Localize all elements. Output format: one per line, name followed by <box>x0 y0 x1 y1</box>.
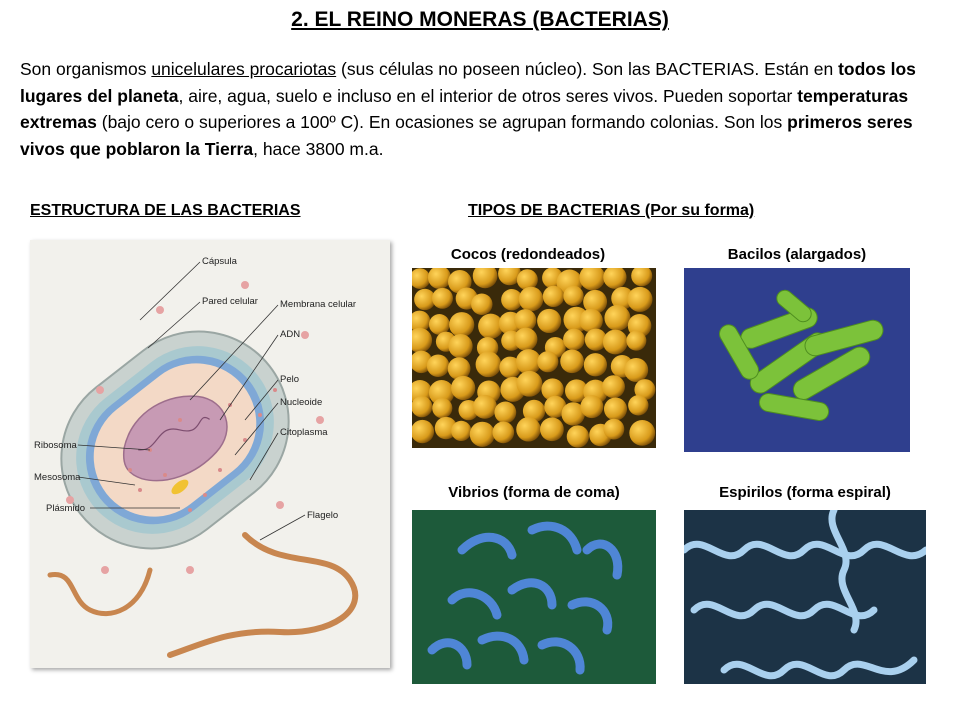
coccus <box>516 417 540 441</box>
coccus <box>563 329 585 351</box>
coccus <box>628 395 648 415</box>
coccus <box>563 286 583 306</box>
coccus <box>412 396 432 417</box>
coccus <box>470 422 495 447</box>
cocos-label: Cocos (redondeados) <box>450 246 606 263</box>
coccus <box>537 309 561 333</box>
intro-bold-3: primeros seres vivos que poblaron la Tierra <box>20 112 913 159</box>
coccus <box>451 421 471 441</box>
intro-text-2: (sus células no poseen núcleo). Son las BACTERIAS. Están en <box>336 59 839 79</box>
label-nucleoide: Nucleoide <box>280 397 323 408</box>
coccus <box>448 334 472 358</box>
intro-underlined-term: unicelulares procariotas <box>151 59 337 79</box>
coccus <box>631 268 652 286</box>
coccus <box>580 395 603 418</box>
coccus <box>516 371 542 397</box>
coccus <box>519 287 544 312</box>
coccus <box>476 352 502 378</box>
coccus <box>473 268 498 288</box>
coccus <box>412 268 430 289</box>
label-pared-celular: Pared celular <box>202 296 258 307</box>
espirilos-svg <box>684 510 926 684</box>
bacteria-structure-diagram <box>30 240 390 668</box>
label-mesosoma: Mesosoma <box>34 472 81 483</box>
types-heading: TIPOS DE BACTERIAS (Por su forma) <box>468 202 755 219</box>
coccus <box>540 417 564 441</box>
coccus <box>492 422 514 444</box>
cocos-svg <box>412 268 656 448</box>
coccus <box>584 353 607 376</box>
intro-paragraph <box>20 56 945 162</box>
label-adn: ADN <box>280 329 301 340</box>
coccus <box>514 328 537 351</box>
label-membrana-celular: Membrana celular <box>280 299 357 310</box>
bacilli-group <box>716 287 885 422</box>
coccus <box>428 268 451 289</box>
spirilla-group <box>684 510 926 676</box>
label-ribosoma: Ribosoma <box>34 440 77 451</box>
vibrios-image <box>412 510 656 684</box>
espirilos-label: Espirilos (forma espiral) <box>719 484 891 501</box>
coccus <box>629 420 655 446</box>
coccus <box>543 286 564 307</box>
bacilos-label: Bacilos (alargados) <box>727 246 867 263</box>
coccus <box>579 309 603 333</box>
label-flagelo: Flagelo <box>307 510 339 521</box>
coccus <box>604 397 627 420</box>
coccus <box>627 287 652 312</box>
flagellum-shape-2 <box>50 570 150 614</box>
coccus <box>473 395 497 419</box>
coccus <box>451 376 475 400</box>
vibrio-group <box>432 526 618 670</box>
vibrios-svg <box>412 510 656 684</box>
coccus <box>603 330 628 355</box>
coccus <box>432 398 452 418</box>
coccus <box>427 355 449 377</box>
label-plasmido: Plásmido <box>46 503 86 514</box>
coccus <box>579 268 605 290</box>
coccus <box>537 351 558 372</box>
coccus <box>603 268 626 289</box>
coccus <box>449 312 474 337</box>
coccus <box>517 269 538 290</box>
intro-bold-2: temperaturas extremas <box>20 85 909 132</box>
coccus <box>412 420 434 443</box>
cocos-image <box>412 268 656 448</box>
coccus <box>626 331 646 351</box>
bacteria-diagram-svg <box>30 240 390 668</box>
coccus <box>604 305 630 331</box>
coccus <box>412 328 432 353</box>
intro-text-5: , hace 3800 m.a. <box>253 138 384 159</box>
flagellum-shape <box>170 535 355 655</box>
bacilos-image <box>684 268 910 452</box>
coccus <box>471 294 492 315</box>
espirilos-image <box>684 510 926 684</box>
label-capsula: Cápsula <box>202 256 237 267</box>
bacilos-svg <box>684 268 910 452</box>
label-pelo: Pelo <box>280 374 300 385</box>
coccus <box>560 349 584 373</box>
intro-text-4: (bajo cero o superiores a 100º C). En ocasiones se agrupan formando colonias. Son los <box>96 112 788 132</box>
cocci-cluster <box>412 268 655 448</box>
coccus <box>602 375 625 398</box>
page-title: 2. EL REINO MONERAS (BACTERIAS) <box>291 8 669 31</box>
intro-bold-1: todos los lugares del planeta <box>20 59 916 106</box>
intro-text-1: Son organismos <box>20 59 152 79</box>
coccus <box>432 288 453 309</box>
label-citoplasma: Citoplasma <box>280 427 328 438</box>
structure-heading: ESTRUCTURA DE LAS BACTERIAS <box>30 202 301 219</box>
coccus <box>603 419 624 440</box>
vibrios-label: Vibrios (forma de coma) <box>448 484 620 501</box>
intro-text-3: , aire, agua, suelo e incluso en el interior de otros seres vivos. Pueden soportar <box>178 85 798 106</box>
coccus <box>494 401 516 423</box>
coccus <box>624 358 648 382</box>
coccus <box>567 425 589 447</box>
